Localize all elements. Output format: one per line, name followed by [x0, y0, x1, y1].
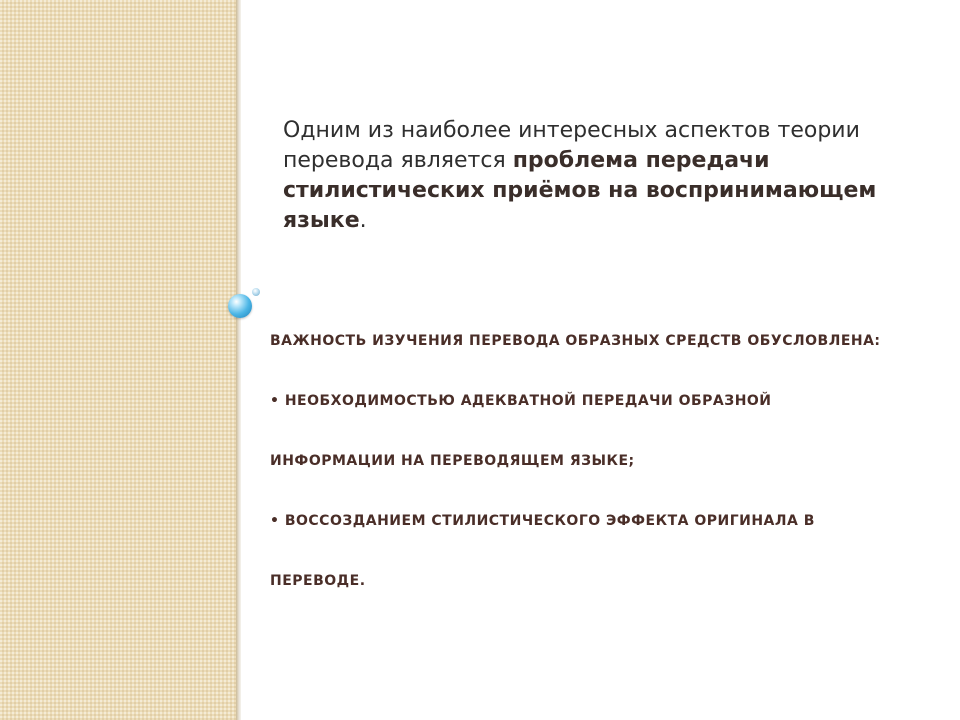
- intro-emphasis: проблема передачи стилистических приёмов на воспринимающем языке: [283, 148, 877, 233]
- intro-paragraph: [283, 116, 923, 236]
- intro-text: Одним из наиболее интересных аспектов теории перевода является: [283, 118, 860, 173]
- intro-end: .: [359, 208, 367, 233]
- body-text-block: [270, 330, 940, 630]
- small-bead-decoration: [252, 288, 260, 296]
- textured-side-panel: [0, 0, 236, 720]
- body-bullet-2-continued: ПЕРЕВОДЕ.: [270, 573, 366, 589]
- body-bullet-1-continued: ИНФОРМАЦИИ НА ПЕРЕВОДЯЩЕМ ЯЗЫКЕ;: [270, 453, 635, 469]
- body-bullet-2: • ВОССОЗДАНИЕМ СТИЛИСТИЧЕСКОГО ЭФФЕКТА ОРИГИНАЛА В: [270, 513, 815, 529]
- panel-divider: [236, 0, 241, 720]
- blue-bead-decoration: [228, 294, 252, 318]
- body-bullet-1: • НЕОБХОДИМОСТЬЮ АДЕКВАТНОЙ ПЕРЕДАЧИ ОБРАЗНОЙ: [270, 393, 772, 409]
- body-heading: ВАЖНОСТЬ ИЗУЧЕНИЯ ПЕРЕВОДА ОБРАЗНЫХ СРЕДСТВ ОБУСЛОВЛЕНА:: [270, 333, 881, 349]
